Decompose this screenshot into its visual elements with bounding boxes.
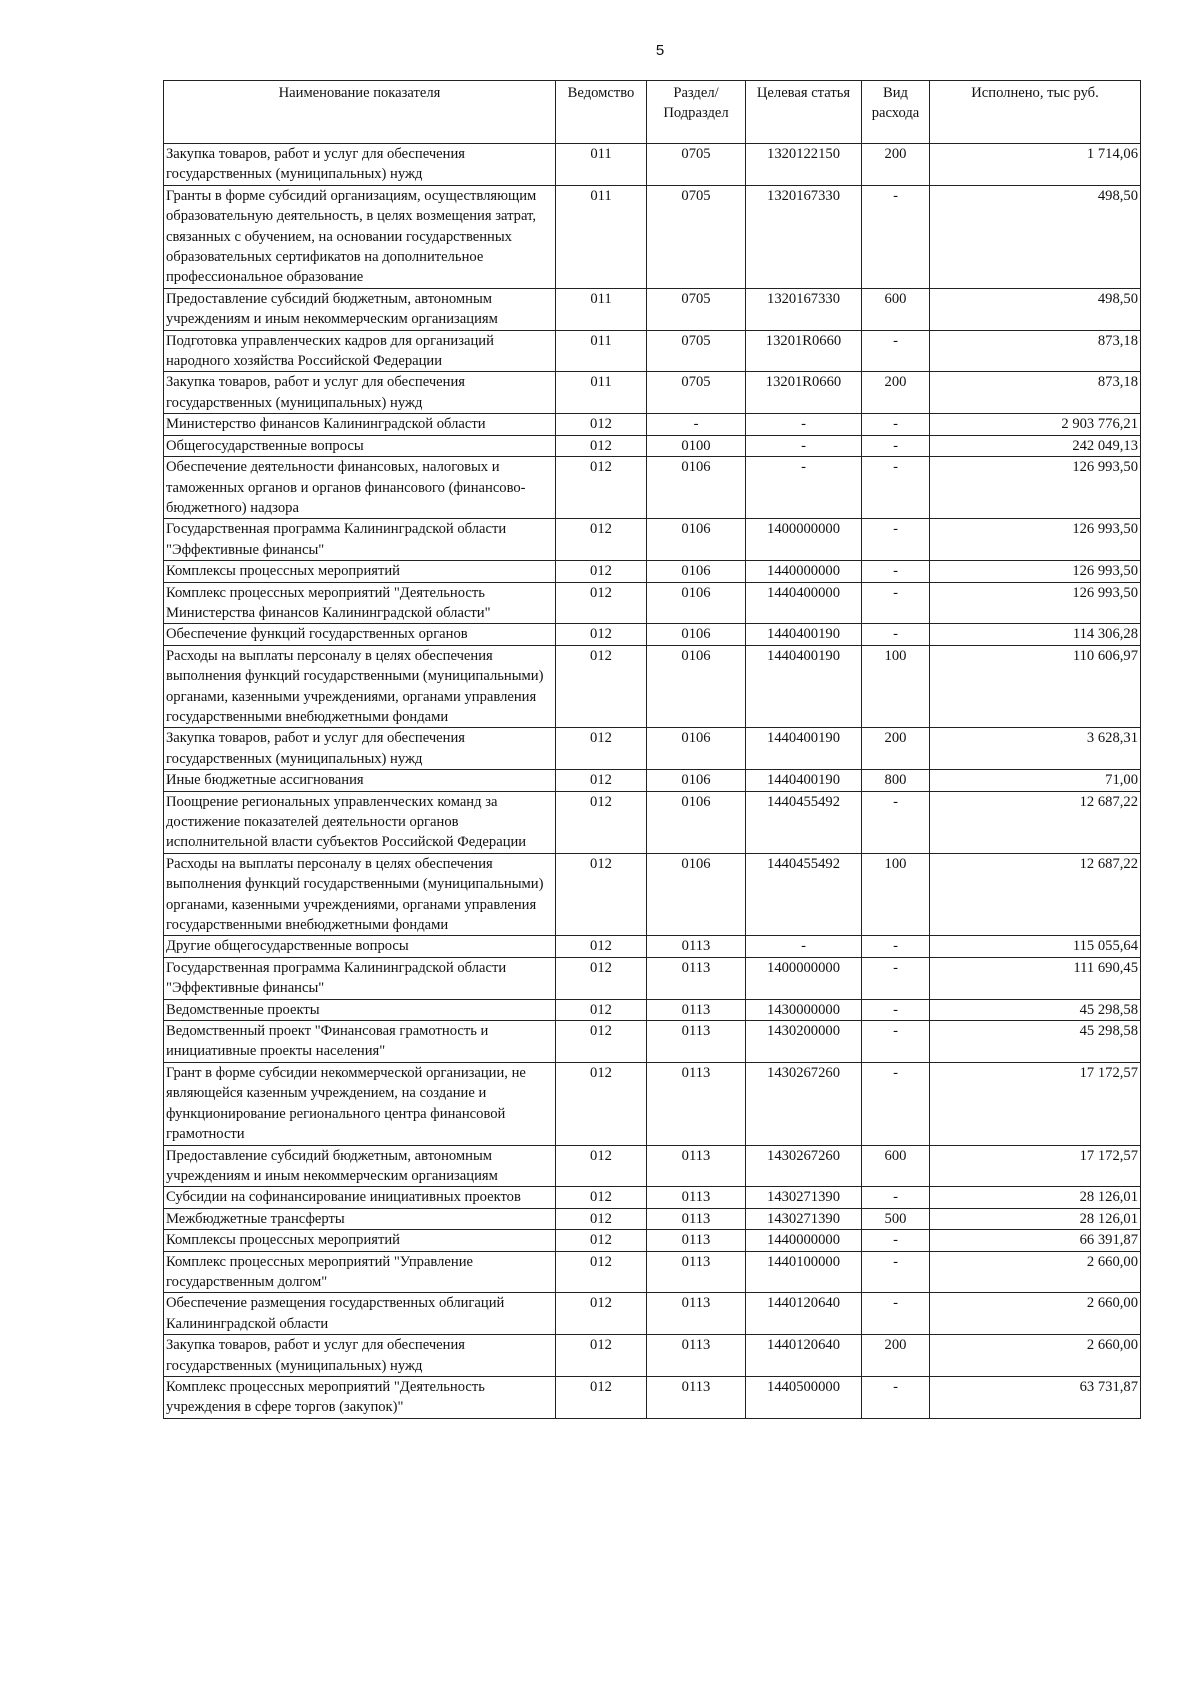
table-row (164, 1335, 1141, 1377)
table-row (164, 1062, 1141, 1145)
row-section: 0705 (647, 330, 746, 372)
row-section: 0106 (647, 582, 746, 624)
row-department: 012 (556, 853, 647, 936)
row-name: Комплексы процессных мероприятий (164, 1230, 556, 1251)
row-executed-amount: 111 690,45 (930, 957, 1141, 999)
row-executed-amount: 126 993,50 (930, 457, 1141, 519)
row-name: Грант в форме субсидии некоммерческой организации, не являющейся казенным учреждением, на создание и функционирование регионального центра финансовой грамотности (164, 1062, 556, 1145)
table-row (164, 1230, 1141, 1251)
row-section: 0113 (647, 999, 746, 1020)
row-department: 012 (556, 561, 647, 582)
row-executed-amount: 110 606,97 (930, 645, 1141, 728)
row-name: Гранты в форме субсидий организациям, осуществляющим образовательную деятельность, в целях возмещения затрат, связанных с обучением, на основании государственных образовательных сертификатов на дополнительное профессиональное образование (164, 185, 556, 288)
row-section: 0113 (647, 957, 746, 999)
row-expense-type: - (862, 1021, 930, 1063)
row-section: 0106 (647, 519, 746, 561)
row-department: 011 (556, 185, 647, 288)
row-expense-type: 100 (862, 853, 930, 936)
row-name: Комплекс процессных мероприятий "Управление государственным долгом" (164, 1251, 556, 1293)
row-section: 0113 (647, 1021, 746, 1063)
row-department: 012 (556, 1230, 647, 1251)
row-executed-amount: 45 298,58 (930, 1021, 1141, 1063)
row-target-item: 1430271390 (746, 1208, 862, 1229)
row-section: 0113 (647, 1376, 746, 1418)
row-department: 012 (556, 1251, 647, 1293)
row-department: 012 (556, 435, 647, 456)
row-section: 0113 (647, 1062, 746, 1145)
header-section: Раздел/ Подраздел (647, 81, 746, 144)
row-target-item: 1430267260 (746, 1145, 862, 1187)
row-executed-amount: 2 660,00 (930, 1335, 1141, 1377)
row-department: 012 (556, 999, 647, 1020)
row-expense-type: - (862, 957, 930, 999)
row-name: Государственная программа Калининградской области "Эффективные финансы" (164, 519, 556, 561)
row-executed-amount: 242 049,13 (930, 435, 1141, 456)
table-row (164, 999, 1141, 1020)
row-target-item: 1440120640 (746, 1335, 862, 1377)
row-expense-type: 100 (862, 645, 930, 728)
row-department: 012 (556, 1021, 647, 1063)
row-target-item: 1440455492 (746, 791, 862, 853)
row-target-item: 1430271390 (746, 1187, 862, 1208)
row-department: 012 (556, 624, 647, 645)
row-target-item: 1440500000 (746, 1376, 862, 1418)
row-expense-type: - (862, 185, 930, 288)
row-expense-type: 200 (862, 144, 930, 186)
row-section: 0106 (647, 561, 746, 582)
row-expense-type: - (862, 414, 930, 435)
row-expense-type: - (862, 1376, 930, 1418)
row-executed-amount: 498,50 (930, 288, 1141, 330)
row-executed-amount: 63 731,87 (930, 1376, 1141, 1418)
row-section: 0106 (647, 853, 746, 936)
row-name: Министерство финансов Калининградской области (164, 414, 556, 435)
row-expense-type: - (862, 1251, 930, 1293)
row-department: 012 (556, 1335, 647, 1377)
row-name: Подготовка управленческих кадров для организаций народного хозяйства Российской Федерации (164, 330, 556, 372)
row-department: 012 (556, 1293, 647, 1335)
row-executed-amount: 873,18 (930, 330, 1141, 372)
row-target-item: 1430200000 (746, 1021, 862, 1063)
table-row (164, 728, 1141, 770)
table-row (164, 1376, 1141, 1418)
row-executed-amount: 12 687,22 (930, 791, 1141, 853)
row-executed-amount: 498,50 (930, 185, 1141, 288)
row-section: 0113 (647, 1208, 746, 1229)
row-name: Закупка товаров, работ и услуг для обеспечения государственных (муниципальных) нужд (164, 372, 556, 414)
row-target-item: 13201R0660 (746, 372, 862, 414)
row-target-item: 1440455492 (746, 853, 862, 936)
row-target-item: 1440400000 (746, 582, 862, 624)
row-target-item: 1320122150 (746, 144, 862, 186)
row-executed-amount: 17 172,57 (930, 1145, 1141, 1187)
row-expense-type: - (862, 457, 930, 519)
row-expense-type: - (862, 519, 930, 561)
row-executed-amount: 2 903 776,21 (930, 414, 1141, 435)
row-department: 012 (556, 728, 647, 770)
page-number: 5 (655, 42, 665, 59)
row-department: 011 (556, 144, 647, 186)
row-expense-type: - (862, 624, 930, 645)
row-target-item: 1400000000 (746, 957, 862, 999)
row-target-item: 13201R0660 (746, 330, 862, 372)
row-executed-amount: 873,18 (930, 372, 1141, 414)
row-expense-type: - (862, 1062, 930, 1145)
row-expense-type: - (862, 330, 930, 372)
row-expense-type: 500 (862, 1208, 930, 1229)
row-name: Ведомственный проект "Финансовая грамотность и инициативные проекты населения" (164, 1021, 556, 1063)
table-row (164, 330, 1141, 372)
row-department: 012 (556, 519, 647, 561)
row-executed-amount: 126 993,50 (930, 582, 1141, 624)
row-section: 0113 (647, 1187, 746, 1208)
row-expense-type: 600 (862, 288, 930, 330)
row-expense-type: - (862, 1187, 930, 1208)
row-name: Ведомственные проекты (164, 999, 556, 1020)
budget-execution-table (163, 80, 1141, 1419)
table-row (164, 1187, 1141, 1208)
table-row (164, 435, 1141, 456)
row-section: 0705 (647, 185, 746, 288)
row-executed-amount: 115 055,64 (930, 936, 1141, 957)
row-target-item: 1440400190 (746, 645, 862, 728)
row-executed-amount: 66 391,87 (930, 1230, 1141, 1251)
table-row (164, 582, 1141, 624)
row-target-item: 1430267260 (746, 1062, 862, 1145)
row-expense-type: - (862, 582, 930, 624)
row-executed-amount: 3 628,31 (930, 728, 1141, 770)
row-target-item: - (746, 936, 862, 957)
row-expense-type: 200 (862, 1335, 930, 1377)
row-name: Иные бюджетные ассигнования (164, 770, 556, 791)
row-section: 0106 (647, 457, 746, 519)
header-department: Ведомство (556, 81, 647, 144)
row-department: 012 (556, 457, 647, 519)
row-department: 012 (556, 936, 647, 957)
row-target-item: 1320167330 (746, 288, 862, 330)
row-target-item: 1400000000 (746, 519, 862, 561)
row-expense-type: - (862, 999, 930, 1020)
table-row (164, 144, 1141, 186)
table-row (164, 457, 1141, 519)
row-name: Другие общегосударственные вопросы (164, 936, 556, 957)
table-row (164, 791, 1141, 853)
row-expense-type: - (862, 561, 930, 582)
row-target-item: - (746, 435, 862, 456)
row-section: 0113 (647, 1230, 746, 1251)
header-target-item: Целевая статья (746, 81, 862, 144)
row-expense-type: - (862, 1293, 930, 1335)
row-target-item: - (746, 457, 862, 519)
row-section: 0113 (647, 936, 746, 957)
row-section: 0106 (647, 791, 746, 853)
row-name: Поощрение региональных управленческих команд за достижение показателей деятельности органов исполнительной власти субъектов Российской Федерации (164, 791, 556, 853)
row-expense-type: - (862, 791, 930, 853)
row-name: Предоставление субсидий бюджетным, автономным учреждениям и иным некоммерческим организациям (164, 288, 556, 330)
table-row (164, 414, 1141, 435)
row-target-item: - (746, 414, 862, 435)
row-name: Общегосударственные вопросы (164, 435, 556, 456)
row-section: 0106 (647, 624, 746, 645)
row-name: Расходы на выплаты персоналу в целях обеспечения выполнения функций государственными (муниципальными) органами, казенными учреждениями, органами управления государственными внебюджетными фондами (164, 853, 556, 936)
header-expense-type: Вид расхода (862, 81, 930, 144)
row-department: 012 (556, 1187, 647, 1208)
header-executed: Исполнено, тыс руб. (930, 81, 1141, 144)
row-target-item: 1440000000 (746, 1230, 862, 1251)
row-target-item: 1430000000 (746, 999, 862, 1020)
row-name: Комплекс процессных мероприятий "Деятельность Министерства финансов Калининградской области" (164, 582, 556, 624)
table-body (164, 144, 1141, 1419)
row-department: 011 (556, 372, 647, 414)
table-row (164, 936, 1141, 957)
row-target-item: 1440120640 (746, 1293, 862, 1335)
row-section: 0705 (647, 372, 746, 414)
row-department: 012 (556, 770, 647, 791)
row-executed-amount: 28 126,01 (930, 1187, 1141, 1208)
row-target-item: 1440400190 (746, 728, 862, 770)
row-section: 0113 (647, 1251, 746, 1293)
table-row (164, 1293, 1141, 1335)
row-executed-amount: 71,00 (930, 770, 1141, 791)
table-row (164, 372, 1141, 414)
row-name: Комплексы процессных мероприятий (164, 561, 556, 582)
table-row (164, 624, 1141, 645)
table-row (164, 1251, 1141, 1293)
row-department: 012 (556, 414, 647, 435)
table-row (164, 957, 1141, 999)
table-header-row (164, 81, 1141, 144)
row-name: Предоставление субсидий бюджетным, автономным учреждениям и иным некоммерческим организациям (164, 1145, 556, 1187)
row-target-item: 1440400190 (746, 624, 862, 645)
row-expense-type: - (862, 1230, 930, 1251)
row-section: 0705 (647, 288, 746, 330)
row-department: 012 (556, 1376, 647, 1418)
row-department: 012 (556, 1145, 647, 1187)
row-department: 012 (556, 1062, 647, 1145)
table-row (164, 288, 1141, 330)
table-row (164, 185, 1141, 288)
table-row (164, 1208, 1141, 1229)
row-executed-amount: 12 687,22 (930, 853, 1141, 936)
row-section: 0113 (647, 1293, 746, 1335)
table-row (164, 1145, 1141, 1187)
row-executed-amount: 1 714,06 (930, 144, 1141, 186)
row-executed-amount: 2 660,00 (930, 1251, 1141, 1293)
row-section: 0106 (647, 728, 746, 770)
row-target-item: 1440000000 (746, 561, 862, 582)
row-target-item: 1440100000 (746, 1251, 862, 1293)
row-name: Межбюджетные трансферты (164, 1208, 556, 1229)
row-section: 0113 (647, 1145, 746, 1187)
row-name: Субсидии на софинансирование инициативных проектов (164, 1187, 556, 1208)
row-executed-amount: 17 172,57 (930, 1062, 1141, 1145)
row-name: Обеспечение деятельности финансовых, налоговых и таможенных органов и органов финансового (финансово-бюджетного) надзора (164, 457, 556, 519)
row-department: 011 (556, 288, 647, 330)
row-executed-amount: 28 126,01 (930, 1208, 1141, 1229)
row-name: Обеспечение функций государственных органов (164, 624, 556, 645)
table-row (164, 770, 1141, 791)
row-name: Государственная программа Калининградской области "Эффективные финансы" (164, 957, 556, 999)
row-executed-amount: 2 660,00 (930, 1293, 1141, 1335)
row-section: 0705 (647, 144, 746, 186)
table-row (164, 561, 1141, 582)
row-name: Закупка товаров, работ и услуг для обеспечения государственных (муниципальных) нужд (164, 144, 556, 186)
table-row (164, 853, 1141, 936)
row-department: 012 (556, 645, 647, 728)
row-name: Расходы на выплаты персоналу в целях обеспечения выполнения функций государственными (муниципальными) органами, казенными учреждениями, органами управления государственными внебюджетными фондами (164, 645, 556, 728)
row-executed-amount: 126 993,50 (930, 519, 1141, 561)
row-section: - (647, 414, 746, 435)
row-section: 0106 (647, 645, 746, 728)
row-department: 012 (556, 582, 647, 624)
row-executed-amount: 126 993,50 (930, 561, 1141, 582)
row-target-item: 1320167330 (746, 185, 862, 288)
row-name: Комплекс процессных мероприятий "Деятельность учреждения в сфере торгов (закупок)" (164, 1376, 556, 1418)
row-expense-type: - (862, 435, 930, 456)
row-expense-type: 200 (862, 372, 930, 414)
table-row (164, 1021, 1141, 1063)
row-department: 012 (556, 791, 647, 853)
row-expense-type: - (862, 936, 930, 957)
header-name: Наименование показателя (164, 81, 556, 144)
row-executed-amount: 114 306,28 (930, 624, 1141, 645)
row-department: 012 (556, 957, 647, 999)
row-name: Обеспечение размещения государственных облигаций Калининградской области (164, 1293, 556, 1335)
row-department: 012 (556, 1208, 647, 1229)
row-expense-type: 200 (862, 728, 930, 770)
row-section: 0100 (647, 435, 746, 456)
row-name: Закупка товаров, работ и услуг для обеспечения государственных (муниципальных) нужд (164, 728, 556, 770)
row-target-item: 1440400190 (746, 770, 862, 791)
row-section: 0106 (647, 770, 746, 791)
row-name: Закупка товаров, работ и услуг для обеспечения государственных (муниципальных) нужд (164, 1335, 556, 1377)
table-row (164, 645, 1141, 728)
row-expense-type: 600 (862, 1145, 930, 1187)
row-department: 011 (556, 330, 647, 372)
row-executed-amount: 45 298,58 (930, 999, 1141, 1020)
row-section: 0113 (647, 1335, 746, 1377)
table-row (164, 519, 1141, 561)
row-expense-type: 800 (862, 770, 930, 791)
